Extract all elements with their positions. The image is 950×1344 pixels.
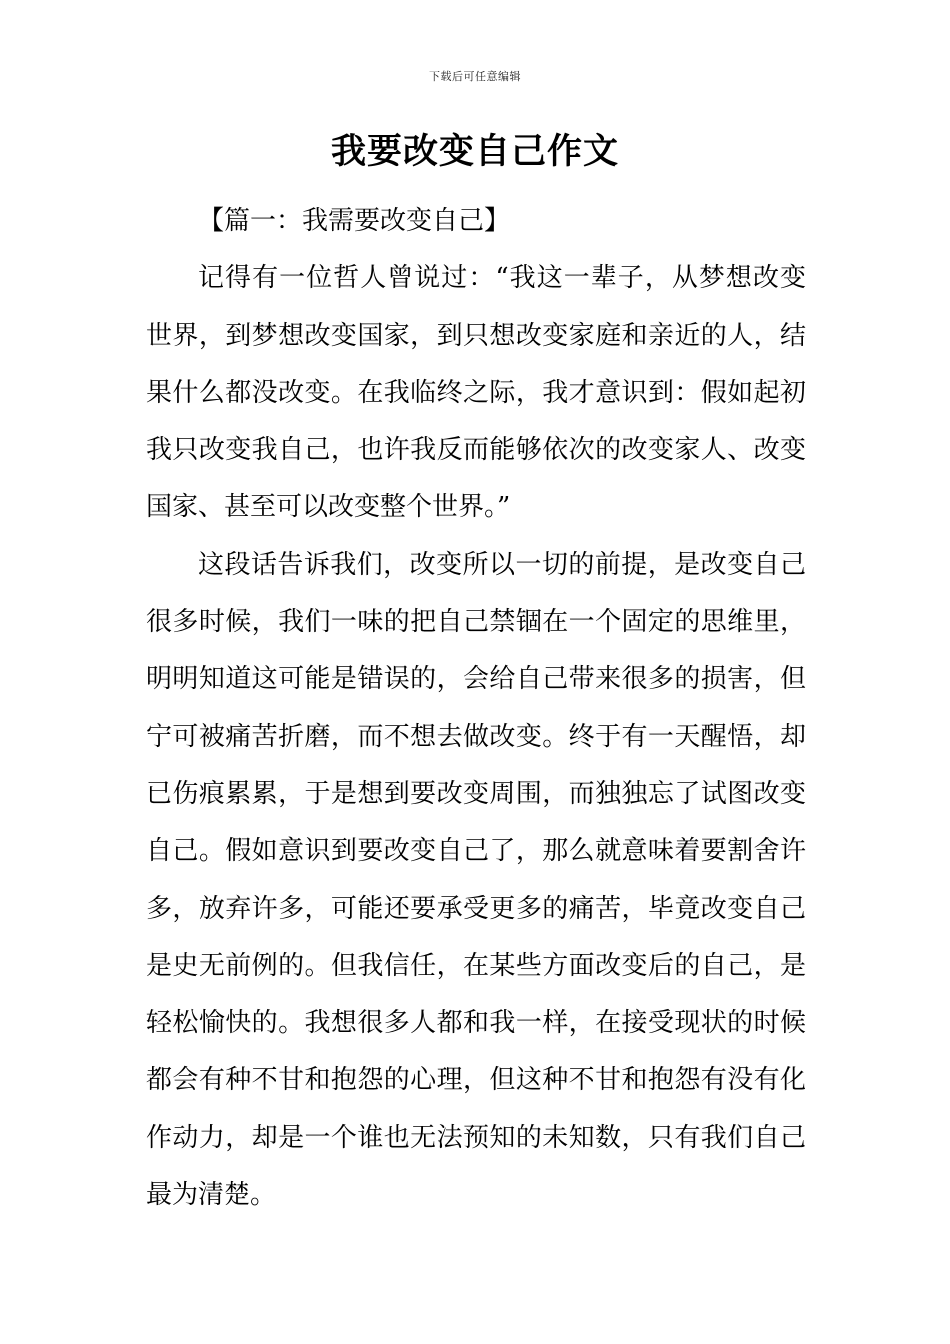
header-note: 下载后可任意编辑 bbox=[429, 70, 521, 83]
paragraph-1: 记得有一位哲人曾说过：“我这一辈子，从梦想改变世界，到梦想改变国家，到只想改变家庭和亲近的人，结果什么都没改变。在我临终之际，我才意识到：假如起初我只改变我自己，也许我反而能够依次的改变家人、改变国家、甚至可以改变整个世界。” bbox=[146, 263, 806, 523]
paragraph-2: 这段话告诉我们，改变所以一切的前提，是改变自己很多时候，我们一味的把自己禁锢在一个固定的思维里，明明知道这可能是错误的，会给自己带来很多的损害，但宁可被痛苦折磨，而不想去做改变。终于有一天醒悟，却已伤痕累累，于是想到要改变周围，而独独忘了试图改变自己。假如意识到要改变自己了，那么就意味着要割舍许多，放弃许多，可能还要承受更多的痛苦，毕竟改变自己是史无前例的。但我信任，在某些方面改变后的自己，是轻松愉快的。我想很多人都和我一样，在接受现状的时候都会有种不甘和抱怨的心理，但这种不甘和抱怨有没有化作动力，却是一个谁也无法预知的未知数，只有我们自己最为清楚。 bbox=[146, 549, 806, 1211]
document-body bbox=[146, 193, 806, 1224]
section-heading: 【篇一：我需要改变自己】 bbox=[198, 206, 511, 236]
page-title: 我要改变自己作文 bbox=[330, 132, 619, 172]
